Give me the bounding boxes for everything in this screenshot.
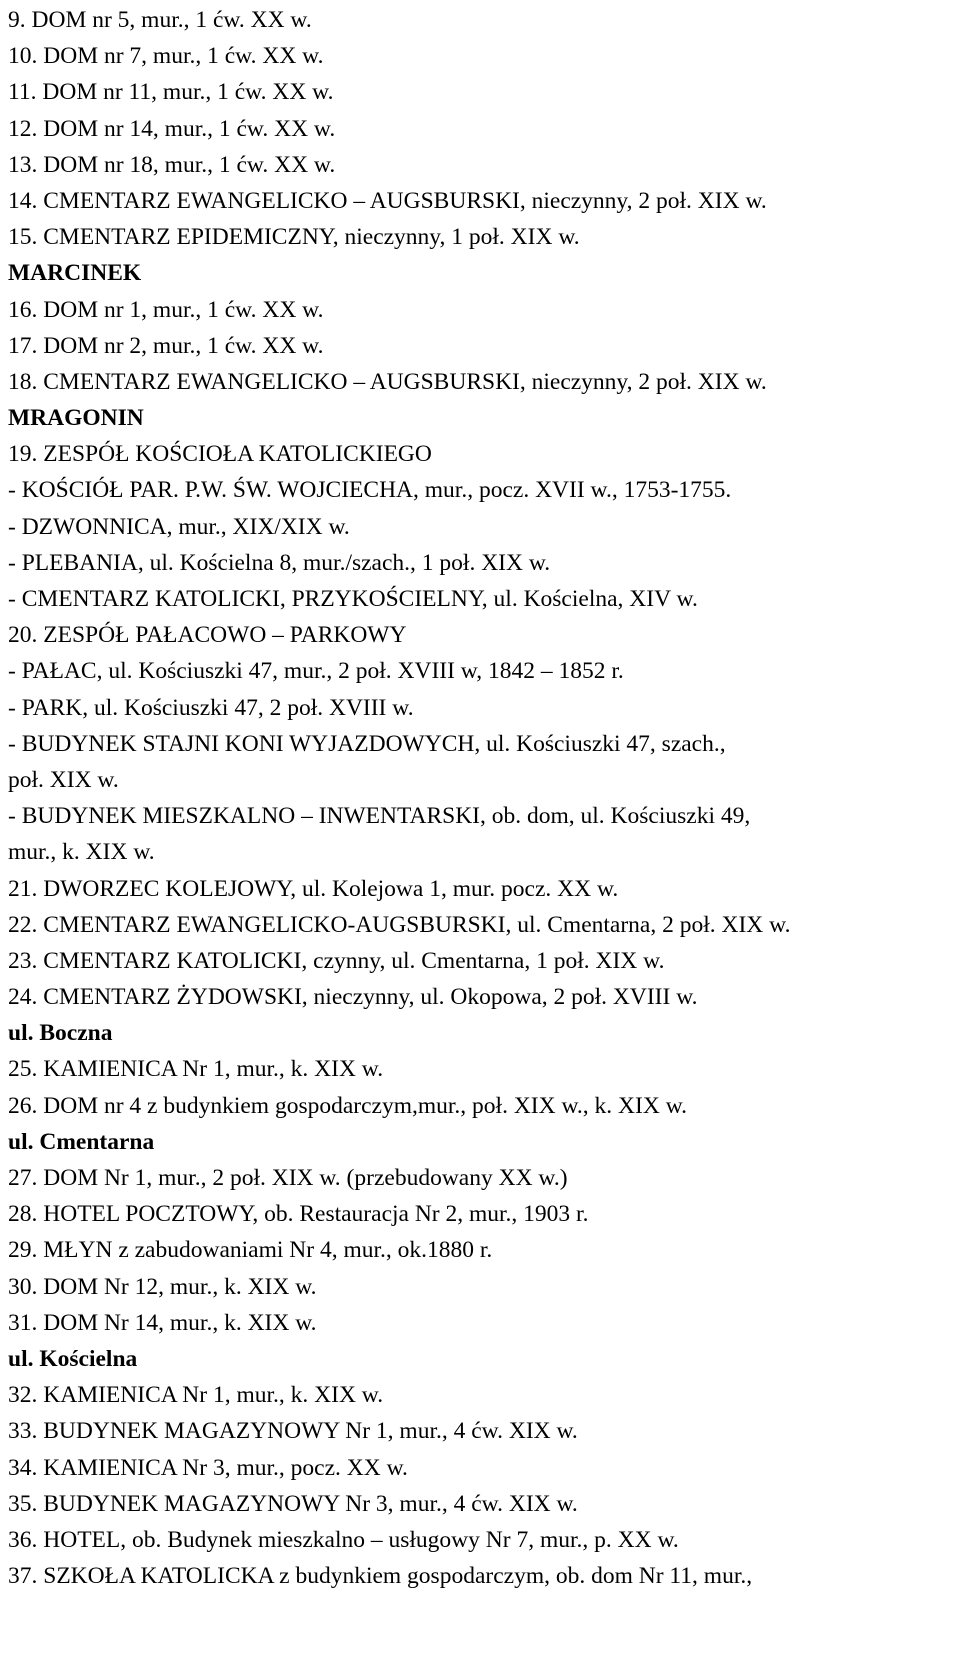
list-item: 35. BUDYNEK MAGAZYNOWY Nr 3, mur., 4 ćw. XIX w.	[8, 1490, 578, 1517]
list-item: 37. SZKOŁA KATOLICKA z budynkiem gospodarczym, ob. dom Nr 11, mur.,	[8, 1563, 753, 1590]
list-item: 19. ZESPÓŁ KOŚCIOŁA KATOLICKIEGO	[8, 441, 432, 468]
list-item: 23. CMENTARZ KATOLICKI, czynny, ul. Cmentarna, 1 poł. XIX w.	[8, 947, 665, 974]
section-heading: MARCINEK	[8, 260, 142, 287]
list-item: - KOŚCIÓŁ PAR. P.W. ŚW. WOJCIECHA, mur., pocz. XVII w., 1753-1755.	[8, 477, 732, 504]
list-item: mur., k. XIX w.	[8, 839, 155, 866]
list-item: 33. BUDYNEK MAGAZYNOWY Nr 1, mur., 4 ćw. XIX w.	[8, 1418, 578, 1445]
list-item: 14. CMENTARZ EWANGELICKO – AUGSBURSKI, nieczynny, 2 poł. XIX w.	[8, 187, 767, 214]
list-item: 26. DOM nr 4 z budynkiem gospodarczym,mur., poł. XIX w., k. XIX w.	[8, 1092, 688, 1119]
list-item: 24. CMENTARZ ŻYDOWSKI, nieczynny, ul. Okopowa, 2 poł. XVIII w.	[8, 984, 698, 1011]
section-heading: ul. Kościelna	[8, 1345, 138, 1372]
list-item: poł. XIX w.	[8, 766, 119, 793]
list-item: 32. KAMIENICA Nr 1, mur., k. XIX w.	[8, 1382, 384, 1409]
list-item: 20. ZESPÓŁ PAŁACOWO – PARKOWY	[8, 622, 407, 649]
list-item: - PLEBANIA, ul. Kościelna 8, mur./szach., 1 poł. XIX w.	[8, 549, 551, 576]
list-item: 12. DOM nr 14, mur., 1 ćw. XX w.	[8, 115, 336, 142]
list-item: - DZWONNICA, mur., XIX/XIX w.	[8, 513, 350, 540]
list-item: 25. KAMIENICA Nr 1, mur., k. XIX w.	[8, 1056, 384, 1083]
list-item: 21. DWORZEC KOLEJOWY, ul. Kolejowa 1, mur. pocz. XX w.	[8, 875, 619, 902]
list-item: 34. KAMIENICA Nr 3, mur., pocz. XX w.	[8, 1454, 408, 1481]
list-item: - PAŁAC, ul. Kościuszki 47, mur., 2 poł. XVIII w, 1842 – 1852 r.	[8, 658, 624, 685]
list-item: 16. DOM nr 1, mur., 1 ćw. XX w.	[8, 296, 324, 323]
list-item: 11. DOM nr 11, mur., 1 ćw. XX w.	[8, 79, 334, 106]
list-item: 17. DOM nr 2, mur., 1 ćw. XX w.	[8, 332, 324, 359]
list-item: 9. DOM nr 5, mur., 1 ćw. XX w.	[8, 7, 312, 33]
list-item: 28. HOTEL POCZTOWY, ob. Restauracja Nr 2, mur., 1903 r.	[8, 1201, 589, 1228]
list-item: 18. CMENTARZ EWANGELICKO – AUGSBURSKI, nieczynny, 2 poł. XIX w.	[8, 368, 767, 395]
section-heading: ul. Cmentarna	[8, 1128, 155, 1155]
list-item: - CMENTARZ KATOLICKI, PRZYKOŚCIELNY, ul. Kościelna, XIV w.	[8, 586, 698, 612]
list-item: 15. CMENTARZ EPIDEMICZNY, nieczynny, 1 poł. XIX w.	[8, 224, 580, 251]
list-item: - PARK, ul. Kościuszki 47, 2 poł. XVIII w.	[8, 694, 414, 721]
list-item: 10. DOM nr 7, mur., 1 ćw. XX w.	[8, 43, 324, 70]
list-item: 30. DOM Nr 12, mur., k. XIX w.	[8, 1273, 317, 1300]
section-heading: MRAGONIN	[8, 405, 144, 432]
list-item: 22. CMENTARZ EWANGELICKO-AUGSBURSKI, ul. Cmentarna, 2 poł. XIX w.	[8, 911, 791, 938]
list-item: 36. HOTEL, ob. Budynek mieszkalno – usługowy Nr 7, mur., p. XX w.	[8, 1526, 679, 1553]
list-item: 31. DOM Nr 14, mur., k. XIX w.	[8, 1309, 317, 1336]
section-heading: ul. Boczna	[8, 1020, 113, 1047]
list-item: 13. DOM nr 18, mur., 1 ćw. XX w.	[8, 151, 336, 178]
list-item: - BUDYNEK STAJNI KONI WYJAZDOWYCH, ul. Kościuszki 47, szach.,	[8, 730, 726, 757]
document-page	[8, 2, 953, 1594]
list-item: 29. MŁYN z zabudowaniami Nr 4, mur., ok.1880 r.	[8, 1237, 493, 1264]
list-item: - BUDYNEK MIESZKALNO – INWENTARSKI, ob. dom, ul. Kościuszki 49,	[8, 803, 751, 830]
list-item: 27. DOM Nr 1, mur., 2 poł. XIX w. (przebudowany XX w.)	[8, 1165, 568, 1191]
